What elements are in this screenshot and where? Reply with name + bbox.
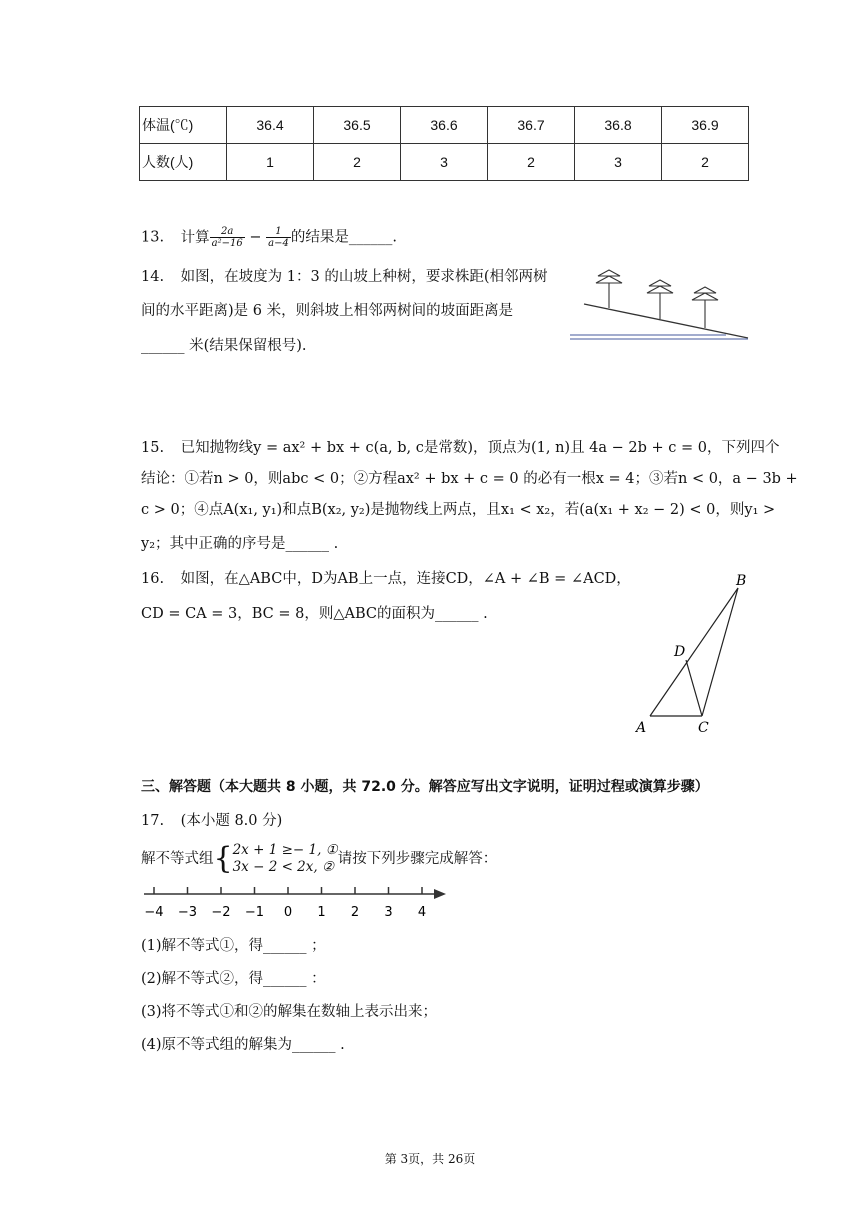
question-text: 解不等式组 [141,851,214,867]
question-text: 如图，在坡度为 1：3 的山坡上种树，要求株距(相邻两树 [180,269,548,285]
inequality-2: 3x − 2 < 2x, ② [232,859,335,875]
question-text: 间的水平距离)是 6 米，则斜坡上相邻两树间的坡面距离是 [141,303,514,319]
axis-tick-label: 0 [283,905,293,920]
table-row [140,144,749,181]
question-text: 结论：①若n > 0，则abc < 0；②方程ax² + bx + c = 0 的必有一根x = 4；③若n < 0，a − 3b + [141,471,798,487]
slope-trees-figure [566,264,752,344]
table-cell: 36.7 [488,107,575,144]
axis-tick-label: 3 [384,905,393,920]
question-points: (本小题 8.0 分) [180,813,283,829]
tick-group [144,887,426,920]
fraction [266,226,291,249]
tree-icon [596,270,622,308]
denominator: a−4 [268,238,289,249]
table-cell: 2 [314,144,401,181]
question-number: 13. [141,229,165,246]
question-text: c > 0；④点A(x₁, y₁)和点B(x₂, y₂)是抛物线上两点，且x₁ < x₂，若(a(x₁ + x₂ − 2) < 0，则y₁ > [141,502,776,518]
arrow-icon [434,889,446,899]
question-15 [141,438,780,458]
vertex-label-a: A [636,720,647,736]
table-row [140,107,749,144]
page-footer: 第 3页，共 26页 [384,1152,476,1166]
question-text: y₂；其中正确的序号是______ . [141,536,339,552]
question-number: 15. [141,440,165,456]
temperature-table [139,106,749,181]
table-cell: 36.6 [401,107,488,144]
step-4: (4)原不等式组的解集为______ . [141,1037,345,1053]
question-text: ______ 米(结果保留根号). [141,338,307,354]
question-text: 的结果是______. [290,229,397,246]
axis-tick-label: −2 [211,905,231,920]
section-heading: 三、解答题（本大题共 8 小题，共 72.0 分。解答应写出文字说明，证明过程或演算步骤） [141,779,709,795]
brace: { [213,841,233,876]
triangle-figure [628,568,758,740]
tree-icon [692,287,718,328]
denominator: a²−16 [211,238,243,249]
table-cell: 2 [488,144,575,181]
segment-cd [686,660,702,716]
vertex-label-b: B [736,573,747,589]
step-1: (1)解不等式①，得______ ； [141,938,326,954]
table-cell: 36.5 [314,107,401,144]
axis-tick-label: −3 [177,905,198,920]
number-line [140,882,450,924]
question-text: 请按下列步骤完成解答： [337,851,498,867]
vertex-label-c: C [698,720,709,736]
table-cell: 3 [575,144,662,181]
table-cell: 36.4 [227,107,314,144]
tree-icon [647,280,673,319]
question-number: 14. [141,269,165,285]
table-cell: 1 [227,144,314,181]
operator: − [249,229,262,246]
axis-tick-label: 1 [317,905,326,920]
inequality-system [141,842,497,876]
vertex-label-d: D [674,644,686,660]
axis-tick-label: 2 [350,905,360,920]
table-cell: 体温(℃) [140,107,227,144]
table-cell: 人数(人) [140,144,227,181]
inequality-lines [233,842,338,876]
question-17 [141,811,282,831]
question-16 [141,569,631,589]
question-text: 计算 [180,229,210,246]
axis-tick-label: −4 [144,905,164,920]
fraction [210,226,245,249]
axis-tick-label: −1 [244,905,265,920]
question-text: 如图，在△ABC中，D为AB上一点，连接CD，∠A + ∠B = ∠ACD， [180,571,631,587]
question-13 [141,226,397,249]
table-cell: 2 [662,144,749,181]
axis-tick-label: 4 [417,905,427,920]
numerator: 1 [266,226,291,238]
step-3: (3)将不等式①和②的解集在数轴上表示出来； [141,1004,438,1020]
table-cell: 36.9 [662,107,749,144]
question-14 [141,267,548,287]
step-2: (2)解不等式②，得______ ： [141,971,326,987]
question-text: CD = CA = 3，BC = 8，则△ABC的面积为______ . [141,606,488,622]
slope-line [584,304,748,338]
numerator: 2a [210,226,245,238]
question-number: 17. [141,813,165,829]
inequality-1: 2x + 1 ≥− 1, ① [232,842,338,858]
segment-ab [650,588,738,716]
table-cell: 3 [401,144,488,181]
question-text: 已知抛物线y = ax² + bx + c(a, b, c是常数)，顶点为(1, n)且 4a − 2b + c = 0，下列四个 [180,440,780,456]
question-number: 16. [141,571,165,587]
segment-cb [702,588,738,716]
table-cell: 36.8 [575,107,662,144]
